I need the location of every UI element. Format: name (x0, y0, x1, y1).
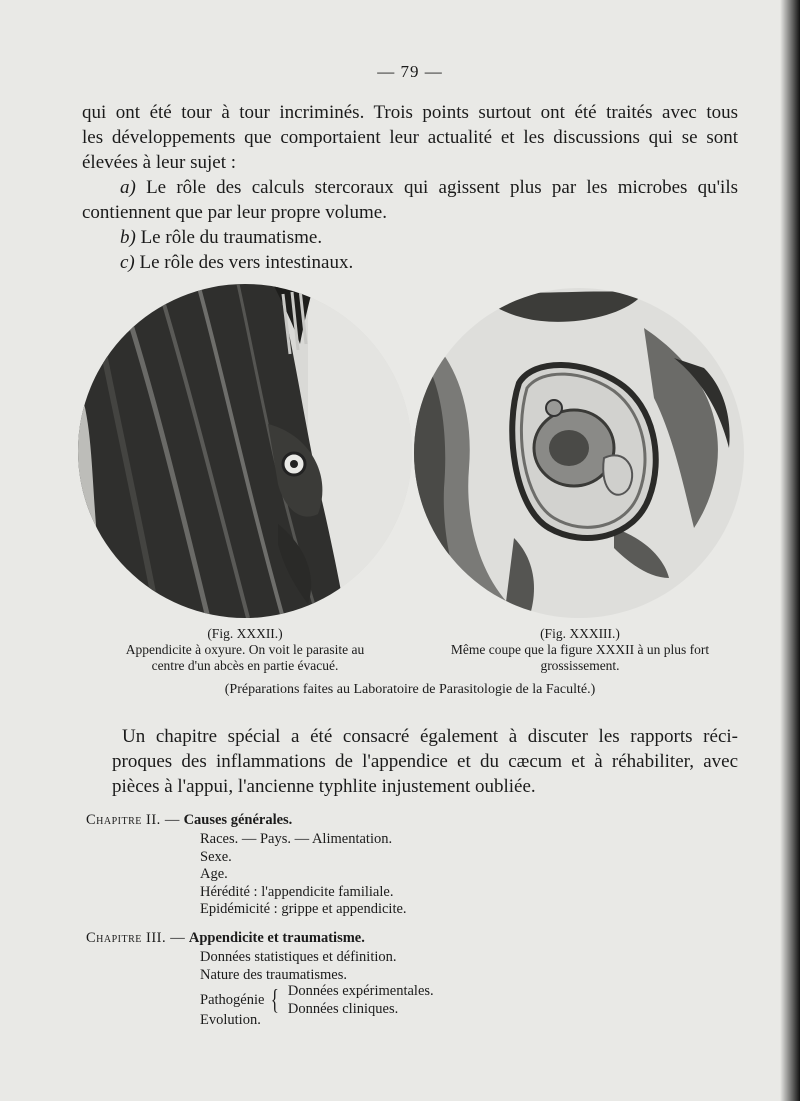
sub-items (288, 983, 434, 1018)
list-item-c: c) Le rôle des vers intestinaux. (120, 252, 354, 273)
figure-xxxiii-caption (408, 626, 752, 674)
chapter-2-heading (86, 812, 292, 830)
intro-paragraph (82, 100, 738, 275)
toc-item: Hérédité : l'appendicite familiale. (200, 883, 394, 900)
toc-item: Nature des traumatismes. (200, 966, 347, 983)
toc-item: Age. (200, 866, 228, 882)
figure-label: (Fig. XXXII.) (207, 626, 283, 641)
intro-line: les développements que comportaient leur actualité et les discussions qui se sont (82, 127, 738, 148)
caption-line: centre d'un abcès en partie évacué. (151, 658, 339, 673)
brace-glyph: { (271, 984, 280, 1016)
chapter-2-items (200, 831, 407, 919)
list-label: c) (120, 252, 135, 273)
intro-line: qui ont été tour à tour incriminés. Trois points surtout ont été traités avec tous (82, 102, 738, 123)
chapter-3-heading (86, 930, 365, 948)
figure-xxxii-micrograph (78, 284, 412, 618)
caption-line: grossissement. (540, 658, 620, 673)
toc-item: Sexe. (200, 848, 232, 865)
list-item-a-cont: contiennent que par leur propre volume. (82, 202, 387, 223)
page-number: — 79 — (377, 62, 443, 81)
chapter-title: Appendicite et traumatisme. (188, 930, 365, 946)
chapter-label: Chapitre III. — (86, 930, 186, 946)
figure-label: (Fig. XXXIII.) (540, 626, 620, 641)
micrograph-image (78, 284, 412, 618)
page-edge-shadow (780, 0, 800, 1101)
body-line: pièces à l'appui, l'ancienne typhlite injustement oubliée. (112, 776, 536, 797)
toc-item: Races. — Pays. — Alimentation. (200, 831, 393, 847)
list-label: a) (120, 177, 136, 198)
list-item-a: a) Le rôle des calculs stercoraux qui agissent plus par les microbes qu'ils (120, 177, 739, 198)
chapter-title: Causes générales. (183, 812, 293, 828)
body-paragraph (112, 724, 738, 799)
list-label: b) (120, 227, 136, 248)
list-item-b: b) Le rôle du traumatisme. (120, 227, 323, 248)
body-line: proques des inflammations de l'appendice et du cæcum et à réhabiliter, avec (112, 751, 738, 772)
caption-line: Même coupe que la figure XXXII à un plus fort (450, 642, 710, 657)
toc-item: Evolution. (200, 1012, 261, 1028)
micrograph-image (414, 288, 744, 618)
toc-item: Pathogénie (200, 991, 265, 1008)
figure-xxxii-caption (80, 626, 410, 674)
toc-item: Données statistiques et définition. (200, 949, 397, 965)
chapter-3-items (200, 949, 397, 984)
chapter-label: Chapitre II. — (86, 812, 180, 828)
chapter-3-last (200, 1012, 261, 1030)
preparation-credit: (Préparations faites au Laboratoire de Parasitologie de la Faculté.) (224, 682, 596, 697)
toc-subitem: Données cliniques. (287, 1000, 399, 1017)
toc-subitem: Données expérimentales. (287, 983, 434, 999)
body-line: Un chapitre spécial a été consacré également à discuter les rapports réci- (122, 726, 738, 747)
intro-line: élevées à leur sujet : (82, 152, 237, 173)
caption-line: Appendicite à oxyure. On voit le parasite au (125, 642, 365, 657)
toc-item: Epidémicité : grippe et appendicite. (200, 901, 407, 917)
figure-xxxiii-micrograph (414, 288, 744, 618)
